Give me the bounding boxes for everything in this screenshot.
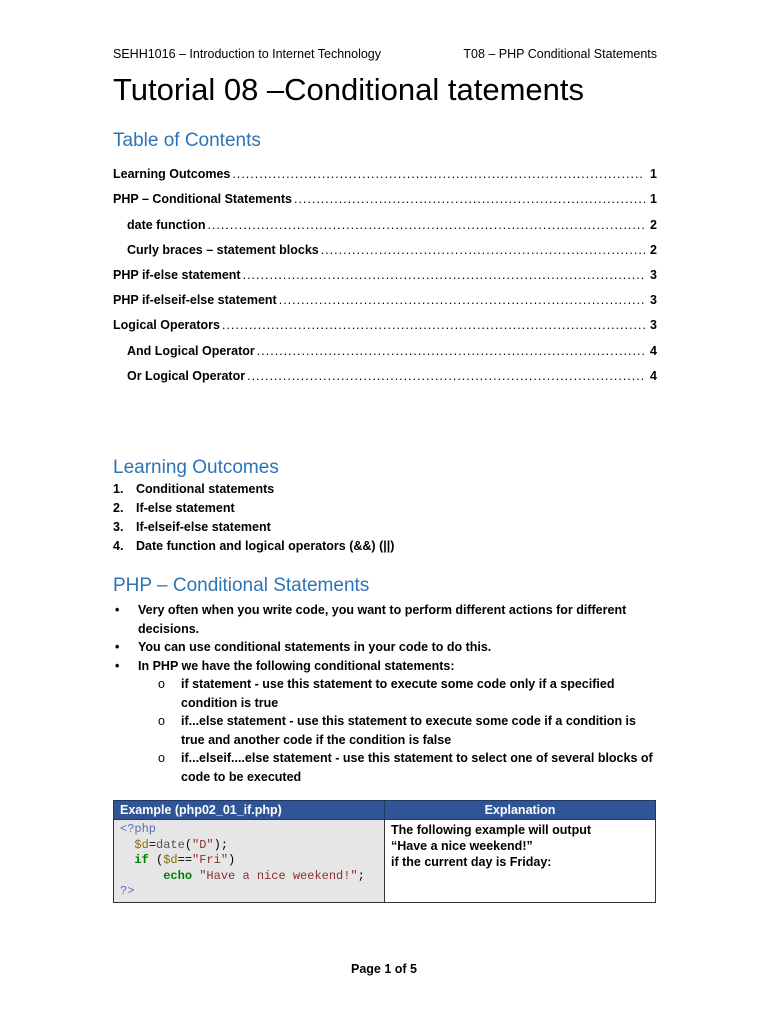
explanation-cell: The following example will output “Have a nice weekend!” if the current day is Friday: [385,820,656,903]
toc-entry[interactable]: Logical Operators ..... 3 [113,307,657,332]
page-number: Page 1 of 5 [351,962,417,976]
list-item: 3. If-elseif-else statement [113,520,271,534]
list-item: • You can use conditional statements in your code to do this. [115,640,492,654]
toc-entry[interactable]: Curly braces – statement blocks ..... 2 [113,232,657,257]
course-title: SEHH1016 – Introduction to Internet Technology [113,47,381,61]
toc-entry[interactable]: Or Logical Operator ..... 4 [113,358,657,383]
php-conditional-heading: PHP – Conditional Statements [113,575,370,596]
document-title: Tutorial 08 –Conditional tatements [113,72,585,107]
tutorial-title: T08 – PHP Conditional Statements [463,47,657,61]
learning-outcomes-list [113,482,394,558]
example-table [113,800,656,903]
list-item: • Very often when you write code, you want to perform different actions for different decisions. [115,603,627,636]
toc-entry[interactable]: date function ..... 2 [113,206,657,231]
table-of-contents [113,156,657,383]
toc-entry[interactable]: PHP if-else statement ..... 3 [113,257,657,282]
toc-entry[interactable]: PHP if-elseif-else statement ..... 3 [113,282,657,307]
toc-heading: Table of Contents [113,130,261,151]
sub-list-item: o if...else statement - use this statement to execute some code if a condition is true and another code if the condition is false [158,714,636,747]
toc-entry[interactable]: Learning Outcomes ..... 1 [113,156,657,181]
list-item: 4. Date function and logical operators (&&) (||) [113,539,395,553]
list-item: 2. If-else statement [113,501,235,515]
sub-list-item: o if statement - use this statement to execute some code only if a specified condition is true [158,677,615,710]
example-column-header: Example (php02_01_if.php) [114,801,385,820]
toc-entry[interactable]: PHP – Conditional Statements ..... 1 [113,181,657,206]
list-item: 1. Conditional statements [113,482,275,496]
list-item: • In PHP we have the following conditional statements: [115,658,455,673]
sub-list-item: o if...elseif....else statement - use this statement to select one of several blocks of code to be executed [158,751,653,784]
learning-outcomes-heading: Learning Outcomes [113,457,279,478]
php-bullet-list [113,601,653,786]
explanation-column-header: Explanation [385,801,656,820]
toc-entry[interactable]: And Logical Operator ..... 4 [113,332,657,357]
code-sample: <?php $d=date("D"); if ($d=="Fri") echo "Have a nice weekend!"; ?> [114,820,385,903]
